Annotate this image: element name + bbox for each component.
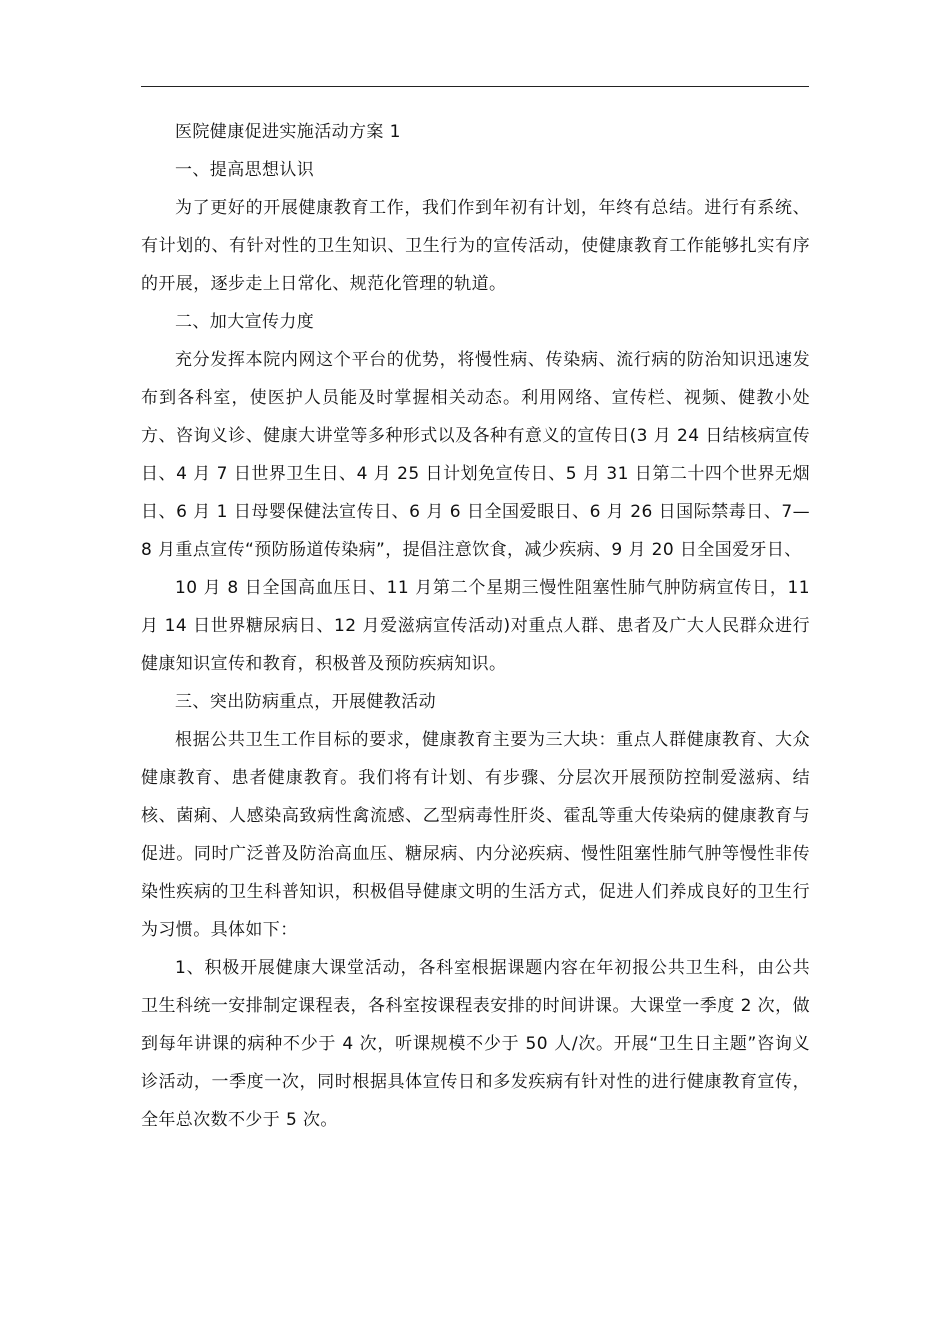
section-3-paragraph-1: 根据公共卫生工作目标的要求，健康教育主要为三大块：重点人群健康教育、大众健康教育、患者健康教育。我们将有计划、有步骤、分层次开展预防控制爱滋病、结核、菌痢、人感染高致病性禽流感、乙型病毒性肝炎、霍乱等重大传染病的健康教育与促进。同时广泛普及防治高血压、糖尿病、内分泌疾病、慢性阻塞性肺气肿等慢性非传染性疾病的卫生科普知识，积极倡导健康文明的生活方式，促进人们养成良好的卫生行为习惯。具体如下： [141, 730, 810, 940]
header-rule [141, 86, 809, 87]
section-heading-1: 一、提高思想认识 [175, 160, 315, 180]
section-2-paragraph-1: 充分发挥本院内网这个平台的优势，将慢性病、传染病、流行病的防治知识迅速发布到各科室，使医护人员能及时掌握相关动态。利用网络、宣传栏、视频、健教小处方、咨询义诊、健康大讲堂等多种形式以及各种有意义的宣传日(3 月 24 日结核病宣传日、4 月 7 日世界卫生日、4 月 25 日计划免宣传日、5 月 31 日第二十四个世界无烟日、6 月 1 日母婴保健法宣传日、6 月 6 日全国爱眼日、6 月 26 日国际禁毒日、7—8 月重点宣传“预防肠道传染病”，提倡注意饮食，减少疾病、9 月 20 日全国爱牙日、 [141, 350, 810, 560]
section-heading-2: 二、加大宣传力度 [175, 312, 315, 332]
section-2-paragraph-2: 10 月 8 日全国高血压日、11 月第二个星期三慢性阻塞性肺气肿防病宣传日，11 月 14 日世界糖尿病日、12 月爱滋病宣传活动)对重点人群、患者及广大人民群众进行健康知识宣传和教育，积极普及预防疾病知识。 [141, 578, 810, 674]
section-heading-3: 三、突出防病重点，开展健教活动 [175, 692, 436, 712]
section-1-paragraph-1: 为了更好的开展健康教育工作，我们作到年初有计划，年终有总结。进行有系统、有计划的、有针对性的卫生知识、卫生行为的宣传活动，使健康教育工作能够扎实有序的开展，逐步走上日常化、规范化管理的轨道。 [141, 198, 810, 294]
section-3-paragraph-2: 1、积极开展健康大课堂活动，各科室根据课题内容在年初报公共卫生科，由公共卫生科统一安排制定课程表，各科室按课程表安排的时间讲课。大课堂一季度 2 次，做到每年讲课的病种不少于 4 次，听课规模不少于 50 人/次。开展“卫生日主题”咨询义诊活动，一季度一次，同时根据具体宣传日和多发疾病有针对性的进行健康教育宣传，全年总次数不少于 5 次。 [141, 958, 810, 1130]
document-body [141, 113, 810, 1139]
document-title: 医院健康促进实施活动方案 1 [175, 122, 401, 142]
